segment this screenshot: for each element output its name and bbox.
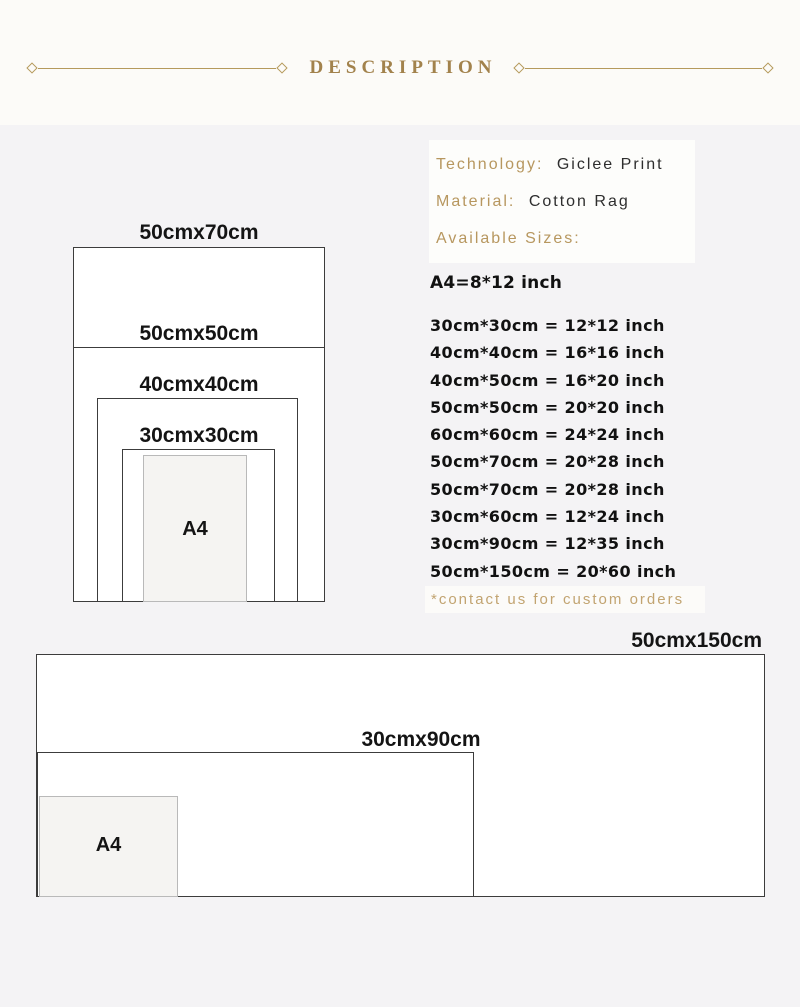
size-label-a4-landscape: A4 bbox=[95, 834, 122, 856]
size-label-a4-portrait: A4 bbox=[182, 518, 208, 540]
size-conversion-item: 60cm*60cm = 24*24 inch bbox=[430, 425, 665, 445]
diamond-icon bbox=[762, 62, 773, 73]
spec-row-available-sizes bbox=[436, 230, 695, 248]
divider-line-right bbox=[525, 68, 763, 69]
size-conversion-item: 40cm*50cm = 16*20 inch bbox=[430, 370, 665, 390]
header-band bbox=[0, 0, 800, 125]
divider-line-left bbox=[38, 68, 276, 69]
description-divider bbox=[0, 55, 800, 81]
size-label-50x150cm: 50cmx150cm bbox=[631, 629, 762, 652]
material-value: Cotton Rag bbox=[528, 192, 630, 210]
size-conversion-item: 50cm*150cm = 20*60 inch bbox=[430, 561, 677, 581]
size-label-30x30cm: 30cmx30cm bbox=[139, 424, 259, 447]
technology-value: Giclee Print bbox=[556, 155, 664, 173]
material-label: Material: bbox=[436, 192, 516, 210]
spec-row-material bbox=[436, 193, 695, 211]
size-conversion-item: 30cm*90cm = 12*35 inch bbox=[430, 534, 665, 554]
size-label-50x70cm: 50cmx70cm bbox=[139, 221, 259, 244]
technology-label: Technology: bbox=[436, 155, 544, 173]
size-conversion-list bbox=[430, 312, 676, 585]
spec-panel bbox=[429, 140, 695, 263]
size-label-30x90cm: 30cmx90cm bbox=[361, 728, 481, 751]
a4-equivalence-text: A4=8*12 inch bbox=[430, 273, 563, 293]
size-conversion-item: 50cm*70cm = 20*28 inch bbox=[430, 479, 665, 499]
spec-row-technology bbox=[436, 156, 695, 174]
size-label-40x40cm: 40cmx40cm bbox=[139, 373, 259, 396]
size-conversion-item: 50cm*50cm = 20*20 inch bbox=[430, 397, 665, 417]
diamond-icon bbox=[276, 62, 287, 73]
page-title: DESCRIPTION bbox=[309, 57, 497, 78]
size-conversion-item: 30cm*30cm = 12*12 inch bbox=[430, 316, 665, 335]
diamond-icon bbox=[26, 62, 37, 73]
custom-orders-note: *contact us for custom orders bbox=[425, 586, 705, 613]
available-sizes-label: Available Sizes: bbox=[436, 229, 581, 247]
size-conversion-item: 30cm*60cm = 12*24 inch bbox=[430, 507, 665, 527]
size-label-50x50cm: 50cmx50cm bbox=[139, 322, 259, 345]
size-conversion-item: 40cm*40cm = 16*16 inch bbox=[430, 343, 665, 363]
diamond-icon bbox=[513, 62, 524, 73]
size-conversion-item: 50cm*70cm = 20*28 inch bbox=[430, 452, 665, 472]
